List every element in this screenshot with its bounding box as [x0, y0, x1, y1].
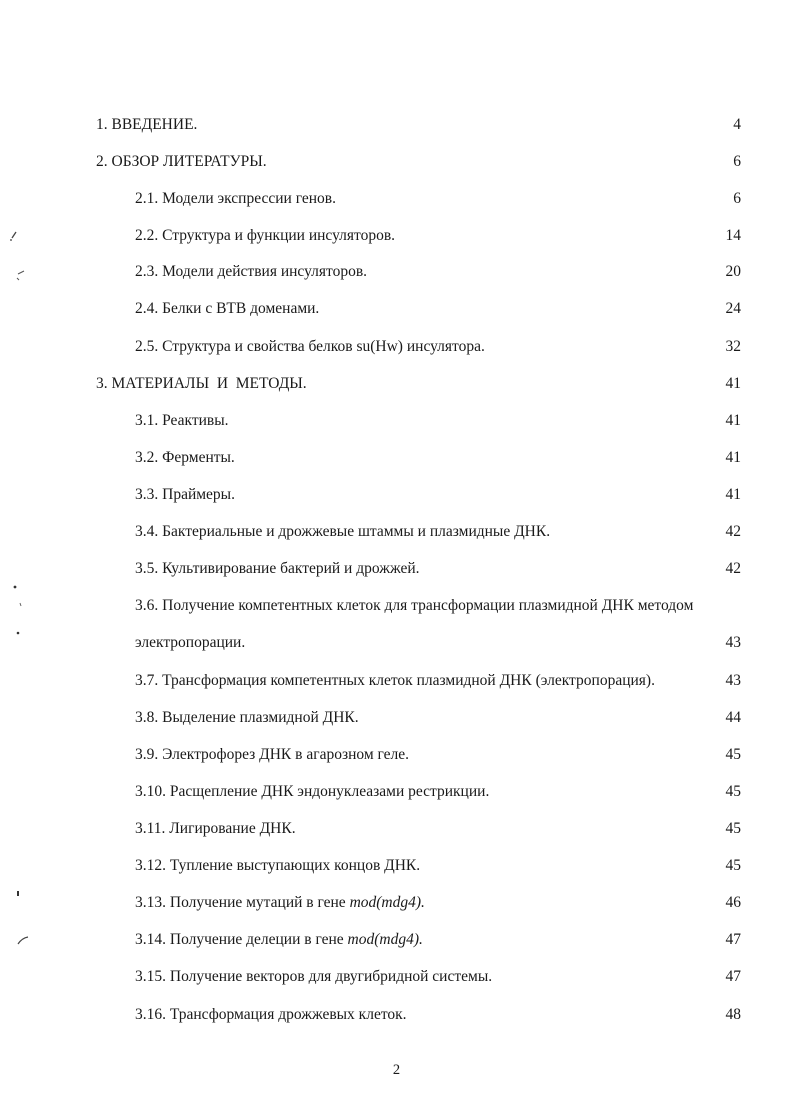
toc-entry [0, 779, 793, 805]
toc-entry-page: 45 [725, 783, 741, 800]
toc-entry-title: 3.15. Получение векторов для двугибридной системы. [135, 968, 493, 985]
toc-entry-page: 20 [725, 263, 741, 280]
gene-name-italic: mod(mdg4). [347, 931, 423, 948]
toc-entry-title: 1. ВВЕДЕНИЕ. [96, 116, 198, 133]
speck [17, 271, 24, 280]
toc-entry-title [135, 927, 423, 953]
toc-entry-page: 45 [725, 746, 741, 763]
toc-entry-title: 3.6. Получение компетентных клеток для трансформации плазмидной ДНК методом [135, 597, 694, 614]
toc-entry [0, 482, 793, 508]
toc-entry-title: 2.4. Белки с BTB доменами. [135, 300, 320, 317]
toc-entry [0, 519, 793, 545]
toc-entry-page: 42 [725, 560, 741, 577]
toc-entry-page: 41 [725, 449, 741, 466]
toc-entry-page: 6 [733, 190, 741, 207]
toc-entry-title: 3.11. Лигирование ДНК. [135, 820, 296, 837]
toc-entry-page: 47 [725, 931, 741, 948]
toc-entry-page: 46 [725, 894, 741, 911]
toc-entry-page: 6 [733, 153, 741, 170]
toc-entry-page: 43 [725, 634, 741, 651]
toc-entry-page: 45 [725, 857, 741, 874]
toc-entry [0, 853, 793, 879]
toc-entry-title: 3.8. Выделение плазмидной ДНК. [135, 709, 359, 726]
toc-entry-title: 3.12. Тупление выступающих концов ДНК. [135, 857, 421, 874]
toc-entry [0, 556, 793, 582]
toc-entry-page: 41 [725, 412, 741, 429]
toc-entry-text: 3.14. Получение делеции в гене [135, 931, 348, 948]
toc-entry-title: 3.4. Бактериальные и дрожжевые штаммы и плазмидные ДНК. [135, 523, 551, 540]
toc-entry [0, 816, 793, 842]
toc-entry [0, 223, 793, 249]
toc-entry-title: электропорации. [135, 634, 246, 651]
toc-entry [0, 964, 793, 990]
toc-entry-continuation [0, 630, 793, 656]
toc-entry-page: 41 [725, 486, 741, 503]
toc-entry-page: 47 [725, 968, 741, 985]
toc-entry-page: 48 [725, 1006, 741, 1023]
toc-entry [0, 371, 793, 397]
toc-entry-title: 2. ОБЗОР ЛИТЕРАТУРЫ. [96, 153, 267, 170]
toc-entry [0, 742, 793, 768]
gene-name-italic: mod(mdg4). [349, 894, 425, 911]
toc-entry-title: 3.7. Трансформация компетентных клеток плазмидной ДНК (электропорация). [135, 672, 655, 689]
toc-entry [0, 668, 793, 694]
toc-entry-page: 14 [725, 227, 741, 244]
page-number: 2 [392, 1062, 401, 1078]
toc-entry [0, 890, 793, 916]
toc-entry [0, 1002, 793, 1028]
toc-entry-page: 41 [725, 375, 741, 392]
toc-entry [0, 112, 793, 138]
toc-entry-page: 45 [725, 820, 741, 837]
speck [14, 586, 17, 589]
toc-entry [0, 593, 793, 619]
toc-entry [0, 149, 793, 175]
speck [17, 632, 20, 635]
toc-entry-page: 44 [725, 709, 741, 726]
toc-entry [0, 705, 793, 731]
toc-entry-text: 3.13. Получение мутаций в гене [135, 894, 350, 911]
toc-entry-title: 3.2. Ферменты. [135, 449, 235, 466]
toc-entry [0, 927, 793, 953]
speck [17, 891, 19, 896]
toc-entry-title: 2.5. Структура и свойства белков su(Hw) инсулятора. [135, 338, 485, 355]
toc-entry-title: 3.16. Трансформация дрожжевых клеток. [135, 1006, 407, 1023]
toc-entry-title: 3.9. Электрофорез ДНК в агарозном геле. [135, 746, 410, 763]
toc-entry-page: 4 [733, 116, 741, 133]
speck [18, 937, 28, 944]
toc-entry-title: 3.10. Расщепление ДНК эндонуклеазами рестрикции. [135, 783, 490, 800]
toc-entry-title: 3.1. Реактивы. [135, 412, 229, 429]
toc-entry-title: 2.1. Модели экспрессии генов. [135, 190, 336, 207]
scan-artifacts [0, 0, 60, 1000]
toc-entry-title [135, 890, 425, 916]
toc-entry [0, 334, 793, 360]
toc-entry [0, 259, 793, 285]
toc-entry-title: 3.5. Культивирование бактерий и дрожжей. [135, 560, 420, 577]
speck [10, 232, 16, 240]
toc-entry [0, 296, 793, 322]
speck [20, 603, 21, 606]
toc-entry-title: 3. МАТЕРИАЛЫ И МЕТОДЫ. [96, 375, 307, 392]
toc-entry [0, 445, 793, 471]
toc-entry-page: 42 [725, 523, 741, 540]
toc-entry-title: 3.3. Праймеры. [135, 486, 235, 503]
toc-entry-page: 43 [725, 672, 741, 689]
toc-entry-title: 2.3. Модели действия инсуляторов. [135, 263, 368, 280]
toc-entry-page: 32 [725, 338, 741, 355]
toc-entry-title: 2.2. Структура и функции инсуляторов. [135, 227, 396, 244]
toc-entry [0, 186, 793, 212]
toc-entry-page: 24 [725, 300, 741, 317]
toc-entry [0, 408, 793, 434]
